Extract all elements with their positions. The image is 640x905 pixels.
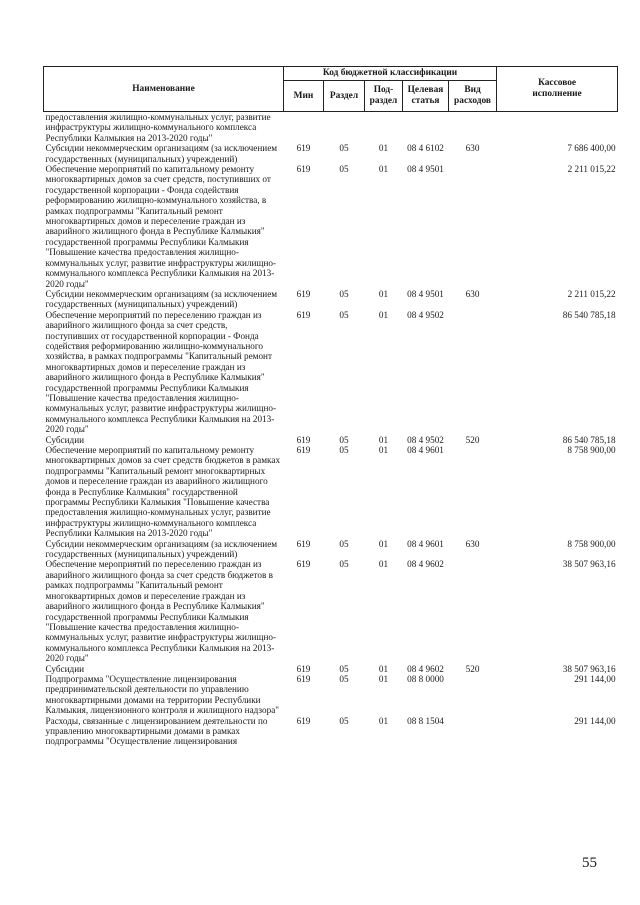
row-vid: [449, 310, 497, 435]
header-vid: Вид расходов: [449, 81, 497, 112]
row-celevaya: 08 8 1504: [407, 715, 444, 726]
row-vid: 520: [465, 434, 480, 445]
row-celevaya: 08 4 9601: [407, 538, 444, 549]
header-code-group: Код бюджетной классификации: [284, 67, 497, 81]
row-razdel: 05: [339, 309, 349, 320]
row-razdel: 05: [339, 559, 349, 570]
row-vid: 630: [465, 143, 480, 154]
row-vid: 630: [465, 538, 480, 549]
table-row: [44, 674, 618, 716]
table-row: [44, 289, 618, 310]
table-row: [44, 143, 618, 164]
row-name: Субсидии некоммерческим организациям (за исключением государственных (муниципальных) учреждений): [45, 143, 278, 164]
row-podrazdel: 01: [378, 715, 389, 726]
row-name: Обеспечение мероприятий по капитальному ремонту многоквартирных домов за счет средств бюджетов в рамках подпрограммы "Капитальный ремонт многоквартирных домов и переселение граждан из аварийного жилищного фонда в Республике Калмыкия" государственной программы Республики Калмыкия "Повышение качества предоставления жилищно-коммунальных услуг, развитие инфраструктуры жилищно-коммунального комплекса Республики Калмыкия на 2013-2020 годы": [45, 445, 281, 539]
row-min: 619: [296, 445, 311, 455]
table-header: [44, 67, 618, 112]
table-row: [44, 539, 618, 560]
table-row: [44, 559, 618, 663]
row-razdel: 05: [339, 288, 349, 299]
header-name: Наименование: [44, 67, 284, 112]
row-amount: 86 540 785,18: [562, 434, 616, 445]
row-razdel: 05: [339, 538, 349, 549]
row-celevaya: [403, 112, 449, 144]
row-razdel: 05: [339, 663, 349, 674]
row-amount: 8 758 900,00: [567, 538, 616, 549]
table-row: [44, 445, 618, 539]
row-razdel: 05: [339, 164, 349, 175]
row-name: Обеспечение мероприятий по капитальному ремонту многоквартирных домов за счет средств, поступивших от государственной корпорации - Фонда содействия реформированию жилищно-коммунального хозяйства, в рамках подпрограммы "Капитальный ремонт многоквартирных домов и переселение граждан из аварийного жилищного фонда в Республике Калмыкия" государственной программы Республики Калмыкия "Повышение качества предоставления жилищно-коммунальных услуг, развитие инфраструктуры жилищно-коммунального комплекса Республики Калмыкия на 2013-2020 годы": [45, 164, 277, 289]
row-amount: 2 211 015,22: [567, 288, 616, 299]
header-celevaya: Целевая статья: [403, 81, 449, 112]
table-row: [44, 664, 618, 674]
row-amount: 8 758 900,00: [567, 445, 616, 455]
row-min: 619: [296, 538, 311, 549]
row-min: 619: [296, 288, 311, 299]
row-name: Расходы, связанные с лицензированием деятельности по управлению многоквартирными домами в рамках подпрограммы "Осуществление лицензирования: [45, 715, 268, 747]
row-podrazdel: 01: [378, 434, 389, 445]
row-razdel: 05: [339, 143, 349, 154]
row-min: 619: [296, 673, 311, 684]
row-podrazdel: 01: [378, 143, 389, 154]
row-name: Субсидии: [45, 434, 85, 445]
row-vid: [449, 674, 497, 716]
row-podrazdel: 01: [378, 309, 389, 320]
table-body: [44, 112, 618, 747]
row-name: Обеспечение мероприятий по переселению граждан из аварийного жилищного фонда за счет средств бюджетов в рамках подпрограммы "Капитальный ремонт многоквартирных домов и переселение граждан из аварийного жилищного фонда в Республике Калмыкия" государственной программы Республики Калмыкия "Повышение качества предоставления жилищно-коммунальных услуг, развитие инфраструктуры жилищно-коммунального комплекса Республики Калмыкия на 2013-2020 годы": [45, 559, 277, 664]
row-celevaya: 08 8 0000: [407, 673, 444, 684]
row-min: 619: [296, 715, 311, 726]
row-razdel: [324, 112, 365, 144]
row-celevaya: 08 4 9502: [407, 309, 444, 320]
row-celevaya: 08 4 9601: [407, 445, 444, 455]
row-amount: 38 507 963,16: [562, 663, 616, 674]
row-podrazdel: 01: [378, 164, 389, 175]
row-amount: 291 144,00: [574, 673, 616, 684]
header-kassovoe: Кассовое исполнение: [497, 67, 618, 112]
row-name: Субсидии некоммерческим организациям (за исключением государственных (муниципальных) учреждений): [45, 538, 278, 560]
table-row: [44, 435, 618, 445]
budget-table: [43, 66, 618, 747]
row-razdel: 05: [339, 715, 349, 726]
row-podrazdel: [365, 112, 403, 144]
header-razdel: Раздел: [324, 81, 365, 112]
row-min: [284, 112, 324, 144]
row-amount: 7 686 400,00: [567, 143, 616, 154]
row-min: 619: [296, 309, 311, 320]
row-razdel: 05: [339, 434, 349, 445]
row-celevaya: 08 4 9602: [407, 559, 444, 570]
row-podrazdel: 01: [378, 559, 389, 570]
row-min: 619: [296, 663, 311, 674]
row-vid: 520: [465, 663, 480, 674]
row-vid: 630: [465, 288, 480, 299]
row-podrazdel: 01: [378, 288, 389, 299]
header-min: Мин: [284, 81, 324, 112]
header-podrazdel: Под- раздел: [365, 81, 403, 112]
row-vid: [449, 445, 497, 539]
row-razdel: 05: [339, 673, 349, 684]
row-min: 619: [296, 559, 311, 570]
row-min: 619: [296, 164, 311, 175]
row-amount: [497, 112, 618, 144]
page-number: 55: [582, 855, 597, 871]
row-name: Субсидии некоммерческим организациям (за исключением государственных (муниципальных) учреждений): [45, 288, 278, 310]
row-name: Обеспечение мероприятий по переселению граждан из аварийного жилищного фонда за счет средств, поступивших от государственной корпорации - Фонда содействия реформированию жилищно-коммунального хозяйства, в рамках подпрограммы "Капитальный ремонт многоквартирных домов и переселение граждан из аварийного жилищного фонда в Республике Калмыкия" государственной программы Республики Калмыкия "Повышение качества предоставления жилищно-коммунальных услуг, развитие инфраструктуры жилищно-коммунального комплекса Республики Калмыкия на 2013-2020 годы": [45, 309, 277, 435]
row-amount: 86 540 785,18: [562, 309, 616, 320]
row-name: предоставления жилищно-коммунальных услуг, развитие инфраструктуры жилищно-коммунального комплекса Республики Калмыкия на 2013-2020 годы": [45, 112, 271, 143]
row-podrazdel: 01: [378, 673, 389, 684]
row-vid: [449, 559, 497, 663]
row-celevaya: 08 4 9602: [407, 663, 444, 674]
row-amount: 2 211 015,22: [567, 164, 616, 175]
row-amount: 291 144,00: [574, 715, 616, 726]
row-min: 619: [296, 434, 311, 445]
row-celevaya: 08 4 6102: [407, 143, 444, 154]
table-row: [44, 164, 618, 289]
row-celevaya: 08 4 9501: [407, 288, 444, 299]
row-min: 619: [296, 143, 311, 154]
table-row: [44, 716, 618, 747]
row-name: Субсидии: [45, 663, 85, 674]
row-vid: [449, 112, 497, 144]
table-row: [44, 112, 618, 144]
row-razdel: 05: [339, 445, 349, 455]
row-vid: [449, 164, 497, 289]
row-podrazdel: 01: [378, 445, 389, 455]
row-podrazdel: 01: [378, 538, 389, 549]
row-celevaya: 08 4 9502: [407, 434, 444, 445]
row-vid: [449, 716, 497, 747]
row-amount: 38 507 963,16: [562, 559, 616, 570]
row-celevaya: 08 4 9501: [407, 164, 444, 175]
row-name: Подпрограмма "Осуществление лицензирования предпринимательской деятельности по управлению многоквартирными домами на территории Республики Калмыкия, лицензионного контроля и жилищного надзора": [45, 673, 280, 716]
row-podrazdel: 01: [378, 663, 389, 674]
table-row: [44, 310, 618, 435]
